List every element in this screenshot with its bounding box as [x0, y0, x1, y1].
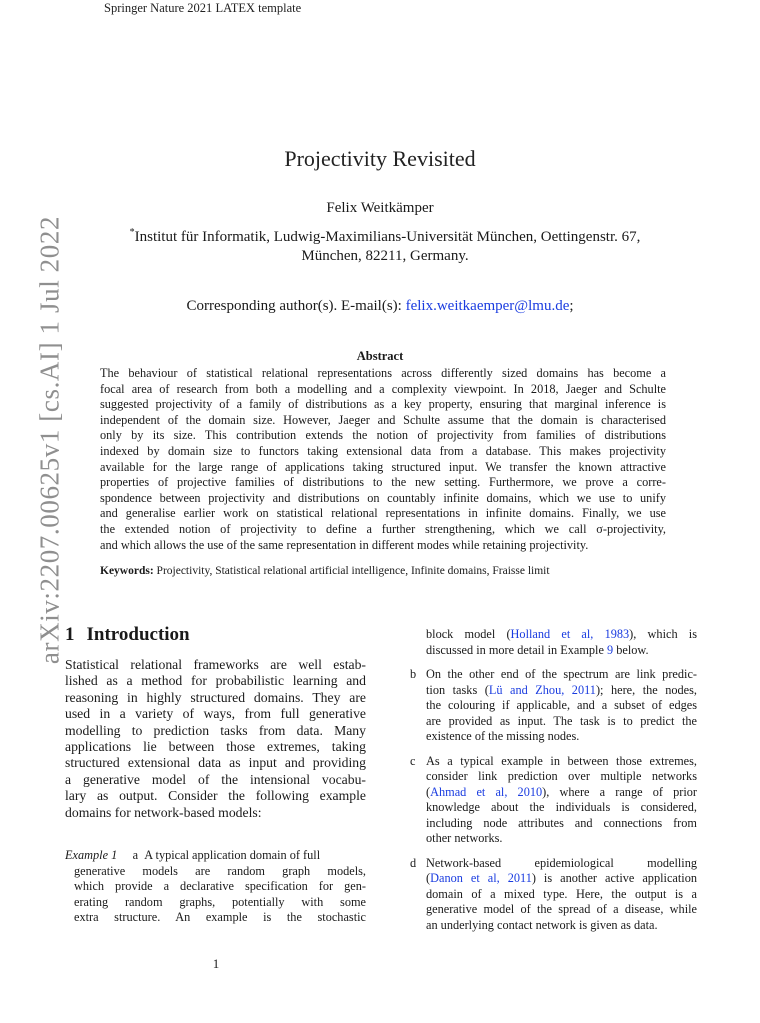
text: discussed in more detail in Example — [426, 642, 607, 657]
item-d-line: an underlying contact network is given as data. — [426, 917, 658, 932]
affiliation — [100, 228, 670, 266]
latex-logo: LATEX — [215, 1, 256, 15]
intro-line: applications lie between those extremes, taking — [65, 738, 366, 754]
item-c-line: other networks. — [426, 831, 503, 845]
item-a-cont-line — [410, 627, 697, 643]
intro-line: used in a variety of ways, from full generative — [65, 706, 366, 722]
intro-line: Statistical relational frameworks are well estab- — [65, 657, 366, 672]
keywords-text: Projectivity, Statistical relational artificial intelligence, Infinite domains, Fraisse limit — [153, 565, 550, 577]
abstract-line: available for the large range of applications taking structured input. We transfer the known attractive — [100, 459, 666, 474]
page-number: 1 — [212, 956, 220, 971]
intro-line: reasoning in highly structured domains. They are — [65, 689, 366, 705]
intro-paragraph — [65, 657, 366, 821]
text: ( — [426, 871, 431, 885]
text: On the other end of the spectrum are link predic- — [426, 667, 697, 681]
item-c-line: consider link prediction over multiple networks — [426, 769, 697, 783]
item-c-line: knowledge about the individuals is considered, — [426, 800, 697, 814]
item-a-label: a — [132, 848, 139, 862]
text: ); here, the nodes, — [595, 682, 697, 697]
affiliation-line-1: Institut für Informatik, Ludwig-Maximilians-Universität München, Oettingenstr. 67, — [134, 229, 641, 245]
text: ) is another active application — [531, 871, 697, 885]
abstract-line: the extended notion of projectivity to define a further strengthening, which we call σ-projectivity, — [100, 521, 666, 536]
abstract-line: only by its size. This contribution extends the notion of projectivity from families of distributions — [100, 428, 666, 443]
item-c-label: c — [410, 753, 416, 768]
item-b-label: b — [410, 667, 417, 681]
affiliation-line-2: München, 82211, Germany. — [301, 248, 469, 264]
example-ref-link[interactable]: 9 — [607, 642, 614, 657]
intro-line: a generative model of the intensional vocabu- — [65, 771, 366, 787]
email-link[interactable]: felix.weitkaemper@lmu.de — [405, 298, 570, 314]
author-name: Felix Weitkämper — [326, 200, 434, 216]
intro-line: lary as output. Consider the following example — [65, 788, 366, 804]
example-line: generative models are random graph models, — [74, 863, 366, 878]
abstract-line: focal area of research from both a modelling and a complexity viewpoint. In 2018, Jaeger and Schulte — [100, 381, 666, 396]
example-first-line — [65, 848, 366, 864]
corresponding-suffix: ; — [569, 298, 574, 314]
example-line: which provide a declarative specification for gen- — [74, 879, 366, 893]
text: below. — [613, 642, 649, 657]
abstract-body — [100, 366, 666, 553]
text: ), where a range of prior — [542, 784, 697, 799]
abstract-line: suggested projectivity of a family of distributions as a key property, ensuring that marginal inference is — [100, 397, 666, 412]
intro-line: lished as a method for probabilistic learning and — [65, 673, 366, 689]
text: tion tasks ( — [426, 682, 489, 697]
keywords — [100, 565, 666, 577]
text: ( — [426, 784, 431, 799]
example-line: erating random graphs, potentially with some — [74, 894, 366, 909]
item-d-line: generative model of the spread of a disease, while — [426, 902, 697, 916]
header-pre: Springer Nature 2021 — [104, 1, 216, 15]
item-b-line: existence of the missing nodes. — [426, 729, 580, 743]
abstract-heading: Abstract — [356, 349, 404, 363]
item-c-line — [410, 785, 697, 801]
example-items-right — [410, 627, 697, 933]
item-c-line — [410, 754, 697, 770]
section-heading — [65, 624, 190, 646]
text: Network-based epidemiological modelling — [426, 855, 697, 870]
arxiv-identifier[interactable]: arXiv:2207.00625v1 [cs.AI] 1 Jul 2022 — [34, 215, 65, 665]
item-b-line — [410, 683, 697, 699]
abstract-line: and which allows the use of the same representation in different modes while retaining projectivity. — [100, 537, 589, 552]
example-1 — [65, 848, 366, 926]
abstract-line: and generalise earlier work on statistical relational representations in infinite domains. Finally, we use — [100, 506, 666, 521]
section-title: Introduction — [86, 624, 190, 645]
corresponding-label: Corresponding author(s). E-mail(s): — [186, 298, 406, 314]
item-d-line — [410, 856, 697, 872]
intro-line: modelling to prediction tasks from data. Many — [65, 722, 366, 738]
item-b-line: the colouring if applicable, and a subset of edges — [426, 698, 697, 712]
text: block model ( — [426, 627, 511, 641]
section-number: 1 — [65, 624, 75, 645]
intro-line: domains for network-based models: — [65, 804, 262, 820]
citation-link[interactable]: Holland et al, 1983 — [510, 627, 630, 641]
item-b-line — [410, 667, 697, 683]
item-d-line: domain of a mixed type. Here, the output is a — [426, 886, 697, 901]
text: ), which is — [629, 627, 697, 641]
abstract-line: independent of the domain size. However, Jaeger and Schulte assume that the domain is characterised — [100, 412, 666, 427]
intro-line: structured extensional data as input and providing — [65, 755, 366, 771]
keywords-label: Keywords: — [100, 565, 154, 577]
item-a-text: A typical application domain of full — [144, 848, 321, 862]
citation-link[interactable]: Ahmad et al, 2010 — [430, 784, 543, 799]
item-b-line: are provided as input. The task is to predict the — [426, 713, 697, 728]
paper-title: Projectivity Revisited — [284, 146, 476, 171]
abstract-line: indexed by domain size to functors taking extensional data from a database. This makes projectivity — [100, 443, 666, 458]
running-header — [104, 1, 301, 16]
item-c-line: including node attributes and connections from — [426, 815, 697, 830]
abstract-line: The behaviour of statistical relational representations across differently sized domains has become a — [100, 366, 666, 380]
item-d-label: d — [410, 855, 417, 870]
affiliation-marker: * — [129, 227, 135, 238]
abstract-line: spondence between projectivity and distributions on countably infinite domains, which we use to unify — [100, 490, 666, 505]
citation-link[interactable]: Danon et al, 2011 — [430, 871, 532, 885]
example-line: extra structure. An example is the stochastic — [74, 910, 366, 924]
header-post: template — [255, 1, 302, 15]
example-label: Example 1 — [65, 848, 118, 862]
citation-link[interactable]: Lü and Zhou, 2011 — [488, 682, 596, 697]
item-d-line — [410, 871, 697, 887]
corresponding-author — [0, 298, 760, 315]
item-a-cont-line — [410, 643, 697, 659]
abstract-line: properties of projective families of distributions to the new setting. Furthermore, we prove a corre- — [100, 475, 666, 490]
text: As a typical example in between those extremes, — [426, 753, 697, 768]
